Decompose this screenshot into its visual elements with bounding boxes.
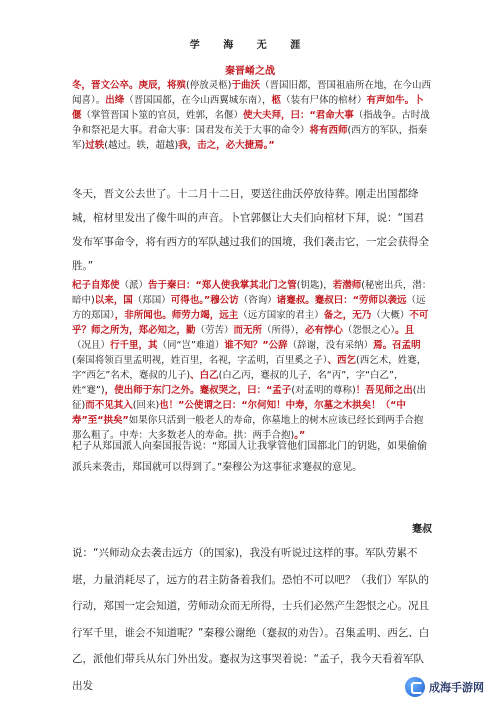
annotation-text: （派） — [119, 280, 149, 291]
gamepad-logo-icon — [405, 677, 425, 697]
annotation-text: （远方的郑国） — [72, 295, 426, 321]
annotation-text: （大概） — [371, 310, 410, 321]
original-text-run: 冬，晋文公卒。庚辰，将殡 — [72, 80, 187, 91]
annotation-text: （掌管晋国卜筮的官员，姓郭，名偃） — [81, 110, 244, 121]
original-text-run: 柩 — [271, 95, 282, 106]
annotation-text: (秦国将领百里孟明视，姓百里，名视，字孟明，百里奚之子） — [72, 355, 328, 366]
watermark-text: 成海手游网 — [429, 681, 484, 694]
translation-paragraph-1: 冬天，晋文公去世了。十二月十二日，要送往曲沃停放待葬。刚走出国都绛城，棺材里发出了像牛叫的声音。卜官郭偃让大夫们向棺材下拜，说：“国君发布军事命令，将有西方的军队越过我们的国境，我们袭击它，一定会获得全胜。” — [72, 188, 429, 272]
annotation-text: (出征) — [72, 385, 426, 411]
annotation-text: （郑国） — [132, 295, 171, 306]
original-text-2 — [72, 278, 432, 443]
annotation-text: （怨恨之心） — [342, 325, 396, 336]
original-text-run: 行千里，其 — [110, 340, 158, 351]
annotation-text: （远方国家的君主） — [238, 310, 324, 321]
original-text-run: 也！”公使谓之曰：“尔何知！中寿，尔墓之木拱矣！（“中寿”至“拱矣” — [72, 400, 406, 426]
section-heading: 秦晋崤之战 — [225, 66, 275, 77]
translation-paragraph-2: 杞子从郑国派人向秦国报告说：“郑国人让我掌管他们国都北门的钥匙，如果偷偷派兵来袭击，郑国就可以得到了。”秦穆公为这事征求蹇叔的意见。 — [72, 441, 428, 473]
original-text-run: ！吾见师之出 — [355, 385, 413, 396]
original-text-run: 有声如牛。卜偃 — [72, 95, 424, 121]
original-text-run: 若潜师 — [332, 280, 362, 291]
original-text-run: 备之，无乃 — [323, 310, 372, 321]
page-title: 学 海 无 涯 — [189, 40, 311, 51]
original-text-run: 将有西师 — [309, 125, 348, 136]
original-text-run: 过轶 — [85, 140, 105, 151]
original-text-run: 必有悖心 — [304, 325, 343, 336]
original-text-run: ，使出师于东门之外。蹇叔哭之，曰：“孟子 — [104, 385, 292, 396]
original-text-run: 告于秦曰：“郑人使我掌其北门之管 — [148, 280, 297, 291]
annotation-text: （晋国旧都，晋国祖庙所在地，在今山西闻喜）。 — [72, 80, 431, 106]
annotation-text: (钥匙)， — [296, 280, 333, 291]
annotation-text: (白乙丙，蹇叔的儿子，名“丙”，字“白乙”，姓“蹇”) — [72, 370, 404, 396]
original-text-run: 杞子自郑使 — [72, 280, 120, 291]
annotation-text: （同“岂”难道） — [157, 340, 225, 351]
original-text-run: 可得也。”穆公访 — [170, 295, 239, 306]
annotation-text: （况且） — [72, 340, 111, 351]
annotation-text: (西乞术，姓蹇，字“西乞”名术，蹇叔的儿子) — [72, 355, 427, 381]
annotation-text: (西方的军队，指秦军) — [72, 125, 428, 151]
original-text-run: 使大夫拜，曰：“君命大事 — [243, 110, 354, 121]
original-text-run: 诸蹇叔。蹇叔曰：“劳师以袭远 — [276, 295, 407, 306]
site-watermark — [403, 675, 492, 699]
original-text-run: ，非所闻也。师劳力竭，远主 — [114, 310, 239, 321]
annotation-text: （装有尸体的棺材） — [281, 95, 367, 106]
translation-paragraph-3: 说：“兴师动众去袭击远方（的国家)，我没有听说过这样的事。军队劳累不堪，力量消耗尽了，远方的君主防备着我们。恐怕不可以吧？（我们）军队的行动，郑国一定会知道，劳师动众而无所得，士兵们必然产生怨恨之心。况且行军千里，谁会不知道呢？”秦穆公谢绝（蹇叔的劝告）。召集孟明、西乞、白乙，派他们带兵从东门外出发。蹇叔为这事哭着说：“孟子，我今天看着军队出发 — [72, 547, 430, 692]
annotation-text: （所得）， — [262, 325, 305, 336]
annotation-text: (秘密出兵，潜：暗中) — [72, 280, 432, 306]
original-text-run: 。” — [294, 430, 306, 441]
original-text-run: 于曲沃 — [231, 80, 260, 91]
original-text-run: 以来，国 — [94, 295, 133, 306]
annotation-text: 如果你只活到一般老人的寿命，你墓地上的树木应该已经长到两手合抱那么粗了。中寿：大多数老人的寿命。拱：两手合抱) — [72, 415, 424, 441]
original-text-run: 谁不知？”公辞 — [224, 340, 288, 351]
original-text-run: 。且 — [395, 325, 415, 336]
original-text-run: 、西乞 — [327, 355, 356, 366]
annotation-text: （晋国国都，在今山西翼城东南）， — [124, 95, 272, 106]
original-text-run: 出绛 — [105, 95, 125, 106]
original-text-run: 焉。召孟明 — [373, 340, 421, 351]
annotation-text: （指战争。古时战争和祭祀是大事。君命大事：国君发布关于大事的命令） — [72, 110, 430, 136]
annotation-text: （劳苦） — [195, 325, 234, 336]
annotation-text: （咨询） — [238, 295, 277, 306]
original-text-run: 不可乎？师之所为，郑必知之，勤 — [72, 310, 429, 336]
annotation-text: (越过。轶，超越) — [104, 140, 179, 151]
original-text-run: 我，击之，必大捷焉。” — [178, 140, 275, 151]
annotation-text: （辞谢，没有采纳） — [287, 340, 374, 351]
original-text-run: 、白乙 — [190, 370, 219, 381]
annotation-text: (回来) — [132, 400, 160, 411]
annotation-text: (停放灵柩) — [186, 80, 232, 91]
annotation-text: (对孟明的尊称) — [291, 385, 356, 396]
original-text-run: 而不见其入 — [85, 400, 133, 411]
original-text-1 — [72, 78, 432, 153]
original-text-run: 而无所 — [233, 325, 263, 336]
speaker-label: 蹇叔 — [412, 524, 432, 535]
